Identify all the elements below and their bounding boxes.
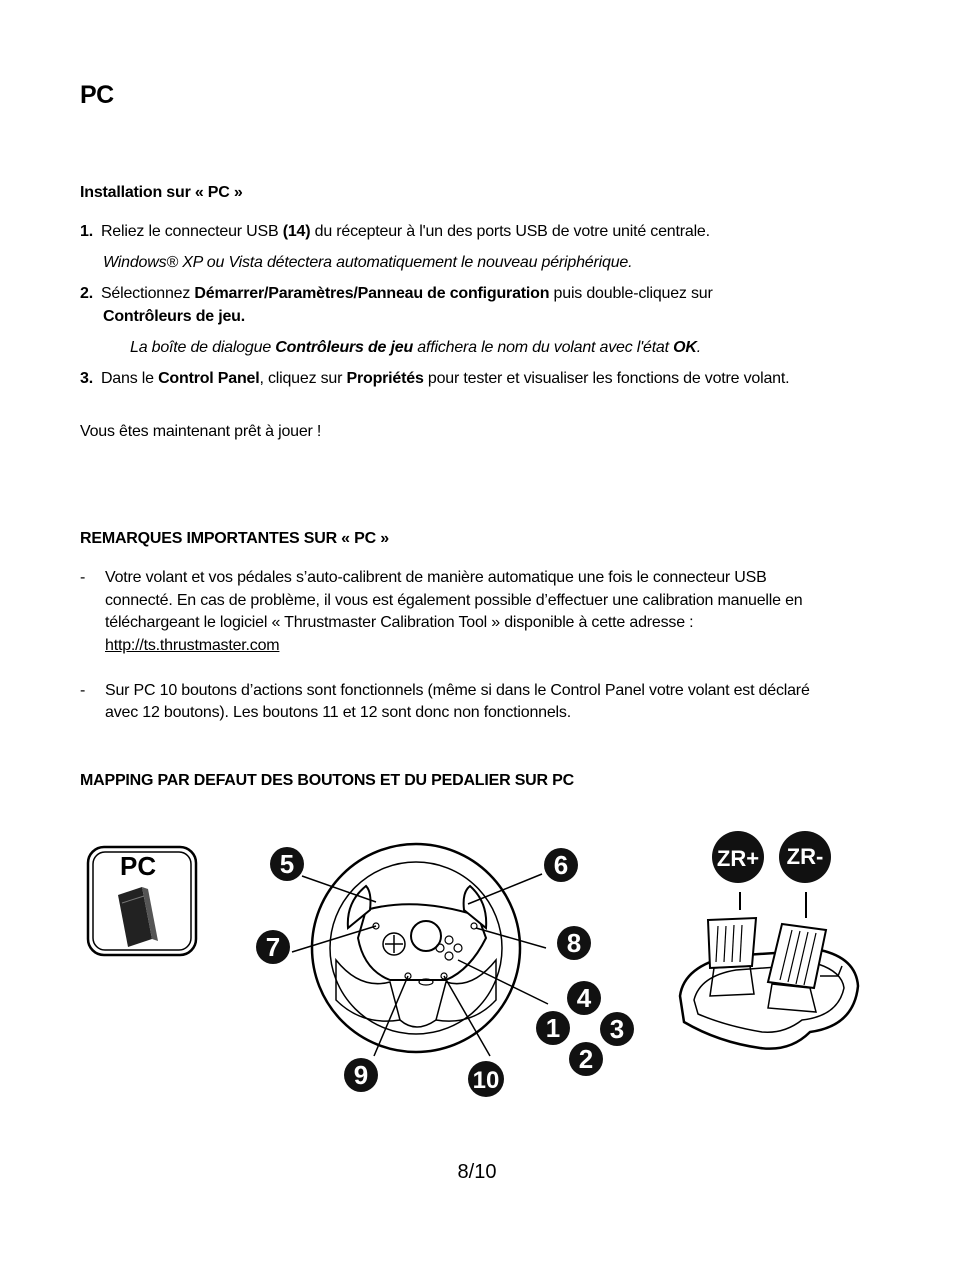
step-number: 3. (80, 370, 93, 387)
svg-text:7: 7 (265, 932, 281, 962)
badge-7 (256, 930, 290, 964)
badge-4 (567, 981, 601, 1015)
step-text: , cliquez sur (259, 370, 347, 387)
bullet-1-line-1: Votre volant et vos pédales s’auto-calibrent de manière automatique une fois le connecteur USB (105, 569, 767, 586)
bullet-2-line-2: avec 12 boutons). Les boutons 11 et 12 sont donc non fonctionnels. (105, 704, 571, 721)
step-number: 1. (80, 223, 93, 240)
bullet-dash: - (80, 569, 86, 586)
bullet-1-line-2: connecté. En cas de problème, il vous est également possible d’effectuer une calibration manuelle en (105, 592, 803, 609)
badge-10 (468, 1061, 504, 1097)
note-text-bold: Contrôleurs de jeu (275, 339, 414, 356)
remarks-heading: REMARQUES IMPORTANTES SUR « PC » (80, 530, 389, 547)
pedal-diagram (670, 826, 865, 1066)
step-text-bold: Control Panel (158, 370, 260, 387)
svg-text:ZR+: ZR+ (716, 846, 760, 871)
svg-text:2: 2 (578, 1044, 594, 1074)
step-text-bold: Propriétés (346, 370, 424, 387)
steering-wheel-icon (312, 844, 520, 1052)
pc-label: PC (120, 851, 157, 881)
badge-5 (270, 847, 304, 881)
step-text-bold: (14) (282, 223, 311, 240)
step-text: du récepteur à l'un des ports USB de votre unité centrale. (310, 223, 710, 240)
pedal-badges (712, 831, 831, 883)
svg-text:5: 5 (279, 849, 295, 879)
bullet-dash: - (80, 682, 86, 699)
bullet-1-line-3: téléchargeant le logiciel « Thrustmaster Calibration Tool » disponible à cette adresse : (105, 614, 694, 631)
install-heading: Installation sur « PC » (80, 184, 243, 201)
badge-zr-minus (779, 831, 831, 883)
pedals-icon (680, 918, 858, 1049)
step-text-bold: Démarrer/Paramètres/Panneau de configuration (194, 285, 550, 302)
badge-3 (600, 1012, 634, 1046)
step-text: Dans le (100, 370, 159, 387)
svg-text:3: 3 (609, 1014, 625, 1044)
svg-text:1: 1 (545, 1013, 561, 1043)
step-2-note (130, 338, 701, 357)
badge-8 (557, 926, 591, 960)
badge-2 (569, 1042, 603, 1076)
svg-text:4: 4 (576, 983, 592, 1013)
bullet-2-line-1: Sur PC 10 boutons d’actions sont fonctionnels (même si dans le Control Panel votre volant est déclaré (105, 682, 810, 699)
mapping-heading: MAPPING PAR DEFAUT DES BOUTONS ET DU PEDALIER SUR PC (80, 772, 574, 789)
step-text: puis double-cliquez sur (549, 285, 713, 302)
pc-illustration (84, 843, 200, 961)
svg-text:6: 6 (553, 850, 569, 880)
step-2-line-2: Contrôleurs de jeu. (103, 308, 245, 325)
note-text: affichera le nom du volant avec l'état (413, 339, 674, 356)
step-text: pour tester et visualiser les fonctions de votre volant. (423, 370, 790, 387)
svg-text:9: 9 (353, 1060, 369, 1090)
wheel-diagram (250, 830, 645, 1102)
svg-text:8: 8 (566, 928, 582, 958)
step-number: 2. (80, 285, 93, 302)
step-1 (80, 222, 710, 241)
badge-6 (544, 848, 578, 882)
badge-1 (536, 1011, 570, 1045)
svg-text:ZR-: ZR- (786, 844, 824, 869)
page-title: PC (80, 81, 114, 109)
step-2 (80, 284, 713, 303)
step-text: Reliez le connecteur USB (100, 223, 283, 240)
page-number: 8/10 (457, 1161, 497, 1183)
step-3 (80, 369, 789, 388)
ready-text: Vous êtes maintenant prêt à jouer ! (80, 423, 322, 440)
note-text-bold: OK (673, 339, 697, 356)
badge-zr-plus (712, 831, 764, 883)
step-text: Sélectionnez (100, 285, 195, 302)
svg-text:10: 10 (472, 1067, 500, 1094)
badge-9 (344, 1058, 378, 1092)
thrustmaster-link[interactable]: http://ts.thrustmaster.com (105, 637, 280, 654)
step-1-note: Windows® XP ou Vista détectera automatiquement le nouveau périphérique. (103, 254, 633, 271)
note-text: La boîte de dialogue (130, 339, 276, 356)
note-text: . (696, 339, 701, 356)
